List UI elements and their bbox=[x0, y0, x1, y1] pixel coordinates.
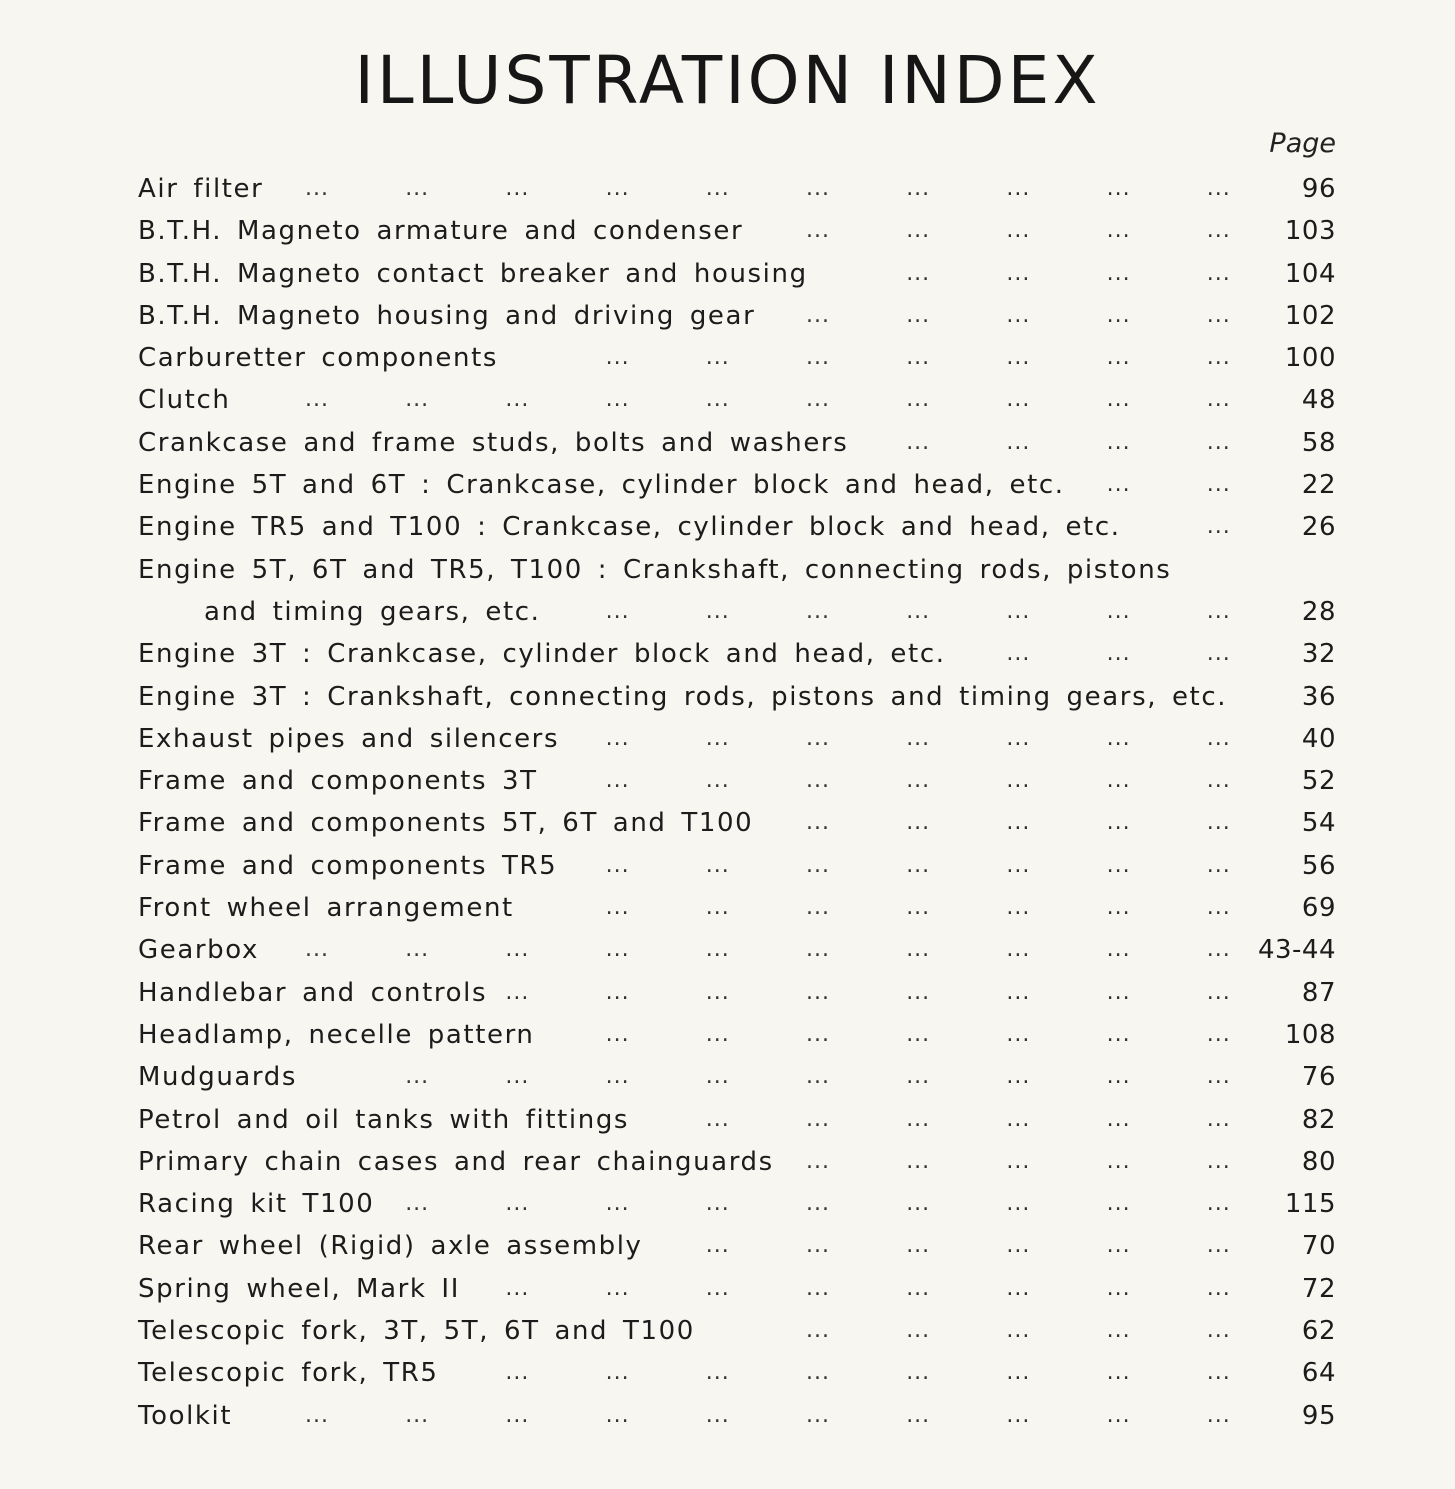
entry-page: 103 bbox=[1284, 216, 1336, 247]
leader-dots: ... bbox=[1206, 387, 1231, 413]
leader-dots: ... bbox=[405, 1402, 430, 1428]
leader-dots: ... bbox=[705, 1021, 730, 1047]
leader-dots: ... bbox=[906, 598, 931, 624]
leader-dots: ... bbox=[806, 1106, 830, 1132]
leader-dots: ... bbox=[1006, 1360, 1031, 1386]
leader-dots: ... bbox=[405, 176, 430, 201]
leader-dots: ... bbox=[1106, 1148, 1131, 1174]
entry-page: 54 bbox=[1301, 808, 1336, 839]
leader-dots: ... bbox=[705, 1402, 730, 1428]
leader-dots: ... bbox=[1006, 1064, 1031, 1090]
index-row bbox=[0, 1310, 1455, 1352]
leader-dots: ... bbox=[806, 1275, 830, 1301]
leader-dots: ... bbox=[806, 725, 830, 751]
leader-dots: ... bbox=[906, 1360, 931, 1386]
leader-dots: ... bbox=[305, 176, 329, 201]
leader-dots: ... bbox=[1006, 979, 1031, 1005]
leader-dots: ... bbox=[505, 1275, 530, 1301]
leader-dots: ... bbox=[1106, 472, 1131, 498]
index-row bbox=[0, 1268, 1455, 1310]
leader-dots: ... bbox=[806, 895, 830, 921]
leader-dots: ... bbox=[405, 387, 430, 413]
leader-dots: ... bbox=[605, 1360, 630, 1386]
leader-dots: ... bbox=[1206, 1106, 1231, 1132]
entry-label: Telescopic fork, 3T, 5T, 6T and T100 bbox=[138, 1316, 695, 1347]
entry-label: Crankcase and frame studs, bolts and washers bbox=[138, 427, 849, 458]
leader-dots: ... bbox=[1006, 1021, 1031, 1047]
leader-dots: ... bbox=[806, 1148, 830, 1174]
leader-dots: ... bbox=[605, 768, 630, 794]
entry-label: Carburetter components bbox=[138, 343, 499, 374]
leader-dots: ... bbox=[806, 810, 830, 836]
entry-label: and timing gears, etc. bbox=[204, 596, 541, 627]
leader-dots: ... bbox=[906, 1191, 931, 1217]
leader-dots: ... bbox=[705, 387, 730, 413]
index-row bbox=[0, 1014, 1455, 1056]
leader-dots: ... bbox=[1006, 345, 1031, 371]
entry-label: Petrol and oil tanks with fittings bbox=[138, 1104, 630, 1135]
leader-dots: ... bbox=[1206, 895, 1231, 921]
leader-dots: ... bbox=[605, 1021, 630, 1047]
leader-dots: ... bbox=[705, 852, 730, 878]
entry-label: B.T.H. Magneto housing and driving gear bbox=[138, 300, 756, 331]
leader-dots: ... bbox=[1006, 768, 1031, 794]
leader-dots: ... bbox=[806, 1318, 830, 1344]
index-list bbox=[0, 168, 1455, 1437]
leader-dots: ... bbox=[505, 937, 530, 963]
entry-page: 62 bbox=[1301, 1316, 1336, 1347]
entry-page: 70 bbox=[1301, 1231, 1336, 1262]
leader-dots: ... bbox=[605, 725, 630, 751]
leader-dots: ... bbox=[405, 937, 430, 963]
leader-dots: ... bbox=[1106, 302, 1131, 328]
entry-label: Handlebar and controls bbox=[138, 977, 488, 1008]
leader-dots: ... bbox=[906, 937, 931, 963]
entry-page: 58 bbox=[1301, 427, 1336, 458]
leader-dots: ... bbox=[1006, 176, 1031, 201]
leader-dots: ... bbox=[1206, 1148, 1231, 1174]
entry-label: Engine 5T and 6T : Crankcase, cylinder block and head, etc. bbox=[138, 470, 1065, 501]
leader-dots: ... bbox=[906, 260, 931, 286]
index-row bbox=[0, 633, 1455, 675]
leader-dots: ... bbox=[1006, 387, 1031, 413]
leader-dots: ... bbox=[705, 1233, 730, 1259]
leader-dots: ... bbox=[1206, 218, 1231, 244]
leader-dots: ... bbox=[1106, 979, 1131, 1005]
leader-dots: ... bbox=[906, 429, 931, 455]
entry-page: 52 bbox=[1301, 766, 1336, 797]
entry-page: 36 bbox=[1301, 681, 1336, 712]
index-row bbox=[0, 168, 1455, 210]
leader-dots: ... bbox=[705, 1106, 730, 1132]
leader-dots: ... bbox=[1206, 852, 1231, 878]
leader-dots: ... bbox=[806, 302, 830, 328]
index-row bbox=[0, 845, 1455, 887]
leader-dots: ... bbox=[1006, 1106, 1031, 1132]
leader-dots: ... bbox=[806, 1191, 830, 1217]
leader-dots: ... bbox=[806, 218, 830, 244]
entry-page: 56 bbox=[1301, 850, 1336, 881]
leader-dots: ... bbox=[1206, 641, 1231, 667]
leader-dots: ... bbox=[605, 387, 630, 413]
index-row-continuation bbox=[0, 591, 1455, 633]
entry-label: Air filter bbox=[138, 174, 264, 204]
entry-label: Engine 3T : Crankcase, cylinder block and head, etc. bbox=[138, 639, 946, 670]
leader-dots: ... bbox=[906, 1233, 931, 1259]
leader-dots: ... bbox=[1106, 1064, 1131, 1090]
leader-dots: ... bbox=[906, 1106, 931, 1132]
leader-dots: ... bbox=[1106, 1275, 1131, 1301]
leader-dots: ... bbox=[806, 345, 830, 371]
leader-dots: ... bbox=[1106, 345, 1131, 371]
entry-label: Mudguards bbox=[138, 1062, 298, 1093]
leader-dots: ... bbox=[1106, 218, 1131, 244]
leader-dots: ... bbox=[1206, 1233, 1231, 1259]
leader-dots: ... bbox=[1106, 725, 1131, 751]
leader-dots: ... bbox=[906, 176, 931, 201]
leader-dots: ... bbox=[1006, 1402, 1031, 1428]
entry-page: 22 bbox=[1301, 470, 1336, 501]
leader-dots: ... bbox=[906, 387, 931, 413]
leader-dots: ... bbox=[705, 598, 730, 624]
leader-dots: ... bbox=[806, 387, 830, 413]
leader-dots: ... bbox=[705, 768, 730, 794]
leader-dots: ... bbox=[505, 1191, 530, 1217]
entry-page: 40 bbox=[1301, 723, 1336, 754]
leader-dots: ... bbox=[1206, 1021, 1231, 1047]
entry-label: Gearbox bbox=[138, 935, 259, 966]
entry-label: Spring wheel, Mark II bbox=[138, 1273, 460, 1304]
entry-page: 87 bbox=[1301, 977, 1336, 1008]
leader-dots: ... bbox=[806, 937, 830, 963]
index-row bbox=[0, 760, 1455, 802]
entry-label: Front wheel arrangement bbox=[138, 893, 514, 924]
leader-dots: ... bbox=[1106, 810, 1131, 836]
entry-label: Primary chain cases and rear chainguards bbox=[138, 1146, 774, 1177]
entry-label: Rear wheel (Rigid) axle assembly bbox=[138, 1231, 643, 1262]
entry-page: 96 bbox=[1301, 174, 1336, 204]
leader-dots: ... bbox=[1006, 937, 1031, 963]
leader-dots: ... bbox=[605, 979, 630, 1005]
leader-dots: ... bbox=[906, 810, 931, 836]
leader-dots: ... bbox=[1206, 1360, 1231, 1386]
leader-dots: ... bbox=[1106, 1360, 1131, 1386]
leader-dots: ... bbox=[705, 345, 730, 371]
leader-dots: ... bbox=[605, 895, 630, 921]
leader-dots: ... bbox=[1106, 387, 1131, 413]
entry-label: Racing kit T100 bbox=[138, 1189, 375, 1220]
leader-dots: ... bbox=[605, 937, 630, 963]
page-column-header: Page bbox=[1269, 128, 1336, 159]
index-row bbox=[0, 379, 1455, 421]
leader-dots: ... bbox=[1106, 852, 1131, 878]
leader-dots: ... bbox=[1006, 1191, 1031, 1217]
entry-page: 69 bbox=[1301, 893, 1336, 924]
leader-dots: ... bbox=[1206, 302, 1231, 328]
index-row bbox=[0, 802, 1455, 844]
entry-page: 64 bbox=[1301, 1358, 1336, 1389]
leader-dots: ... bbox=[1006, 641, 1031, 667]
leader-dots: ... bbox=[605, 345, 630, 371]
leader-dots: ... bbox=[705, 1064, 730, 1090]
leader-dots: ... bbox=[605, 1191, 630, 1217]
leader-dots: ... bbox=[806, 768, 830, 794]
leader-dots: ... bbox=[1206, 429, 1231, 455]
leader-dots: ... bbox=[1006, 260, 1031, 286]
leader-dots: ... bbox=[1106, 429, 1131, 455]
leader-dots: ... bbox=[305, 1402, 329, 1428]
leader-dots: ... bbox=[705, 176, 730, 201]
leader-dots: ... bbox=[505, 387, 530, 413]
leader-dots: ... bbox=[1206, 472, 1231, 498]
leader-dots: ... bbox=[1006, 895, 1031, 921]
leader-dots: ... bbox=[906, 218, 931, 244]
entry-label: Frame and components 5T, 6T and T100 bbox=[138, 808, 754, 839]
leader-dots: ... bbox=[605, 1064, 630, 1090]
entry-label: Engine 3T : Crankshaft, connecting rods, pistons and timing gears, etc. bbox=[138, 681, 1228, 712]
leader-dots: ... bbox=[1006, 1275, 1031, 1301]
leader-dots: ... bbox=[1106, 1191, 1131, 1217]
leader-dots: ... bbox=[605, 598, 630, 624]
entry-page: 115 bbox=[1284, 1189, 1336, 1220]
leader-dots: ... bbox=[806, 1021, 830, 1047]
leader-dots: ... bbox=[505, 1064, 530, 1090]
index-row bbox=[0, 887, 1455, 929]
index-row bbox=[0, 1099, 1455, 1141]
leader-dots: ... bbox=[1006, 218, 1031, 244]
index-row bbox=[0, 718, 1455, 760]
leader-dots: ... bbox=[705, 1275, 730, 1301]
leader-dots: ... bbox=[806, 979, 830, 1005]
leader-dots: ... bbox=[1206, 514, 1231, 540]
leader-dots: ... bbox=[705, 1191, 730, 1217]
leader-dots: ... bbox=[305, 937, 329, 963]
entry-page: 80 bbox=[1301, 1146, 1336, 1177]
index-row bbox=[0, 1395, 1455, 1437]
leader-dots: ... bbox=[1106, 1021, 1131, 1047]
leader-dots: ... bbox=[906, 895, 931, 921]
leader-dots: ... bbox=[1206, 1402, 1231, 1428]
leader-dots: ... bbox=[1106, 598, 1131, 624]
leader-dots: ... bbox=[906, 302, 931, 328]
index-row bbox=[0, 1225, 1455, 1267]
leader-dots: ... bbox=[705, 725, 730, 751]
leader-dots: ... bbox=[1106, 768, 1131, 794]
leader-dots: ... bbox=[705, 937, 730, 963]
entry-label: Telescopic fork, TR5 bbox=[138, 1358, 439, 1389]
leader-dots: ... bbox=[1006, 429, 1031, 455]
leader-dots: ... bbox=[906, 768, 931, 794]
leader-dots: ... bbox=[1006, 1318, 1031, 1344]
leader-dots: ... bbox=[1206, 810, 1231, 836]
leader-dots: ... bbox=[806, 598, 830, 624]
leader-dots: ... bbox=[1106, 1106, 1131, 1132]
leader-dots: ... bbox=[605, 1402, 630, 1428]
entry-label: Headlamp, necelle pattern bbox=[138, 1019, 535, 1050]
index-row bbox=[0, 972, 1455, 1014]
leader-dots: ... bbox=[705, 895, 730, 921]
leader-dots: ... bbox=[1206, 260, 1231, 286]
page-title: ILLUSTRATION INDEX bbox=[354, 42, 1101, 119]
entry-page: 43-44 bbox=[1257, 935, 1336, 966]
index-row bbox=[0, 1056, 1455, 1098]
leader-dots: ... bbox=[1006, 302, 1031, 328]
leader-dots: ... bbox=[906, 979, 931, 1005]
index-row bbox=[0, 549, 1455, 591]
leader-dots: ... bbox=[1206, 1191, 1231, 1217]
entry-page: 104 bbox=[1284, 258, 1336, 289]
leader-dots: ... bbox=[1206, 1318, 1231, 1344]
leader-dots: ... bbox=[1206, 345, 1231, 371]
leader-dots: ... bbox=[806, 1360, 830, 1386]
entry-label: Frame and components 3T bbox=[138, 766, 538, 797]
entry-page: 95 bbox=[1301, 1400, 1336, 1431]
leader-dots: ... bbox=[505, 176, 530, 201]
leader-dots: ... bbox=[1206, 937, 1231, 963]
leader-dots: ... bbox=[605, 1275, 630, 1301]
leader-dots: ... bbox=[605, 176, 630, 201]
leader-dots: ... bbox=[1006, 725, 1031, 751]
entry-label: Toolkit bbox=[138, 1400, 233, 1431]
entry-page: 32 bbox=[1301, 639, 1336, 670]
index-row bbox=[0, 929, 1455, 971]
entry-label: B.T.H. Magneto armature and condenser bbox=[138, 216, 744, 247]
entry-label: Engine 5T, 6T and TR5, T100 : Crankshaft, connecting rods, pistons bbox=[138, 554, 1172, 585]
entry-page: 76 bbox=[1301, 1062, 1336, 1093]
leader-dots: ... bbox=[906, 852, 931, 878]
index-row bbox=[0, 210, 1455, 252]
leader-dots: ... bbox=[1206, 598, 1231, 624]
leader-dots: ... bbox=[1006, 1148, 1031, 1174]
leader-dots: ... bbox=[1106, 895, 1131, 921]
leader-dots: ... bbox=[505, 1402, 530, 1428]
leader-dots: ... bbox=[806, 1064, 830, 1090]
leader-dots: ... bbox=[806, 176, 830, 201]
entry-label: Engine TR5 and T100 : Crankcase, cylinder block and head, etc. bbox=[138, 512, 1121, 543]
index-row bbox=[0, 422, 1455, 464]
entry-page: 28 bbox=[1301, 596, 1336, 627]
entry-page: 72 bbox=[1301, 1273, 1336, 1304]
leader-dots: ... bbox=[1006, 598, 1031, 624]
leader-dots: ... bbox=[1106, 641, 1131, 667]
leader-dots: ... bbox=[405, 1064, 430, 1090]
index-row bbox=[0, 1141, 1455, 1183]
leader-dots: ... bbox=[1206, 768, 1231, 794]
index-row bbox=[0, 337, 1455, 379]
leader-dots: ... bbox=[906, 345, 931, 371]
leader-dots: ... bbox=[1006, 1233, 1031, 1259]
entry-label: Exhaust pipes and silencers bbox=[138, 723, 560, 754]
entry-page: 108 bbox=[1284, 1019, 1336, 1050]
entry-label: Clutch bbox=[138, 385, 231, 416]
index-row bbox=[0, 464, 1455, 506]
leader-dots: ... bbox=[906, 1148, 931, 1174]
leader-dots: ... bbox=[1206, 1275, 1231, 1301]
leader-dots: ... bbox=[806, 1402, 830, 1428]
leader-dots: ... bbox=[1206, 979, 1231, 1005]
entry-label: Frame and components TR5 bbox=[138, 850, 558, 881]
leader-dots: ... bbox=[1106, 1318, 1131, 1344]
leader-dots: ... bbox=[1106, 1402, 1131, 1428]
leader-dots: ... bbox=[1106, 176, 1131, 201]
leader-dots: ... bbox=[906, 1064, 931, 1090]
leader-dots: ... bbox=[1106, 937, 1131, 963]
index-row bbox=[0, 253, 1455, 295]
index-row bbox=[0, 295, 1455, 337]
index-row bbox=[0, 1183, 1455, 1225]
index-row bbox=[0, 676, 1455, 718]
leader-dots: ... bbox=[605, 852, 630, 878]
leader-dots: ... bbox=[405, 1191, 430, 1217]
leader-dots: ... bbox=[1006, 810, 1031, 836]
leader-dots: ... bbox=[906, 1402, 931, 1428]
index-row bbox=[0, 506, 1455, 548]
leader-dots: ... bbox=[505, 1360, 530, 1386]
entry-label: B.T.H. Magneto contact breaker and housing bbox=[138, 258, 808, 289]
leader-dots: ... bbox=[505, 979, 530, 1005]
leader-dots: ... bbox=[705, 1360, 730, 1386]
leader-dots: ... bbox=[305, 387, 329, 413]
entry-page: 48 bbox=[1301, 385, 1336, 416]
leader-dots: ... bbox=[806, 852, 830, 878]
entry-page: 102 bbox=[1284, 300, 1336, 331]
leader-dots: ... bbox=[806, 1233, 830, 1259]
leader-dots: ... bbox=[1206, 725, 1231, 751]
index-row bbox=[0, 1352, 1455, 1394]
leader-dots: ... bbox=[906, 1318, 931, 1344]
leader-dots: ... bbox=[705, 979, 730, 1005]
leader-dots: ... bbox=[1006, 852, 1031, 878]
entry-page: 82 bbox=[1301, 1104, 1336, 1135]
entry-page: 100 bbox=[1284, 343, 1336, 374]
entry-page: 26 bbox=[1301, 512, 1336, 543]
leader-dots: ... bbox=[1106, 1233, 1131, 1259]
leader-dots: ... bbox=[906, 1021, 931, 1047]
leader-dots: ... bbox=[906, 725, 931, 751]
leader-dots: ... bbox=[1206, 176, 1231, 201]
leader-dots: ... bbox=[1206, 1064, 1231, 1090]
leader-dots: ... bbox=[1106, 260, 1131, 286]
leader-dots: ... bbox=[906, 1275, 931, 1301]
